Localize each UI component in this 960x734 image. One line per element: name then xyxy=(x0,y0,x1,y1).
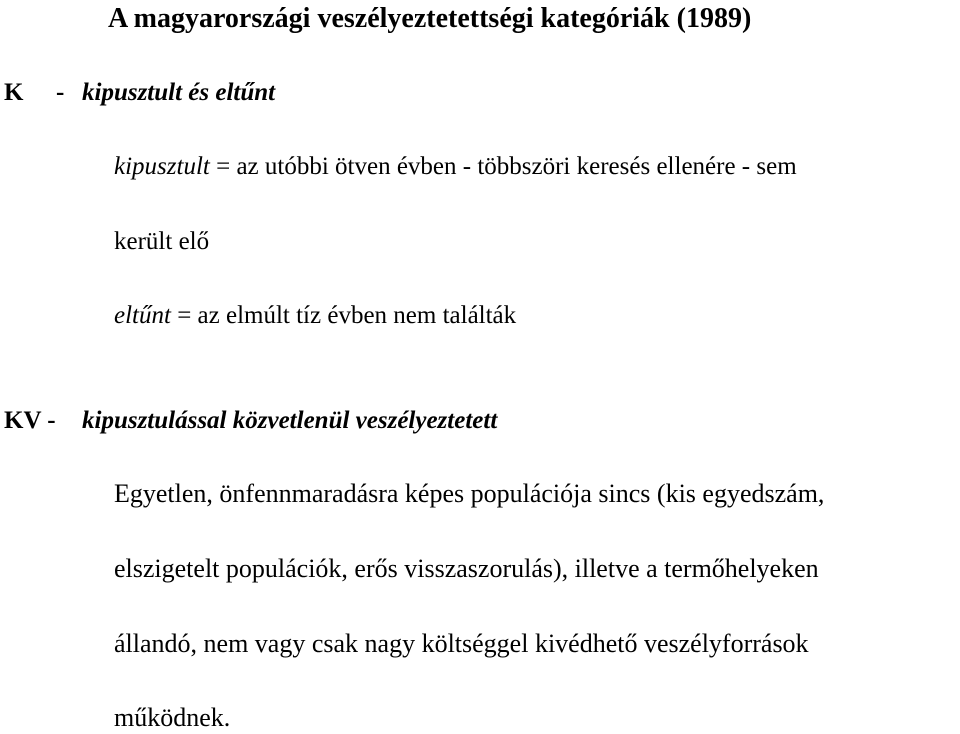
category-kv-code: KV - xyxy=(4,407,56,434)
category-kv-description-line: működnek. xyxy=(114,703,231,732)
category-k-code: K xyxy=(4,79,24,106)
page-title: A magyarországi veszélyeztetettségi kategóriák (1989) xyxy=(108,3,752,34)
definition-text: = az utóbbi ötven évben - többszöri keresés ellenére - sem xyxy=(209,153,797,180)
definition-term: eltűnt xyxy=(114,302,171,329)
category-kv-description-line: állandó, nem vagy csak nagy költséggel kivédhető veszélyforrások xyxy=(114,629,809,658)
category-kv-description-line: elszigetelt populációk, erős visszaszorulás), illetve a termőhelyeken xyxy=(114,554,819,583)
definition-kipusztult-line1 xyxy=(114,151,797,183)
category-k-dash: - xyxy=(56,79,65,106)
category-kv-description-line: Egyetlen, önfennmaradásra képes populációja sincs (kis egyedszám, xyxy=(114,479,825,508)
category-kv-name: kipusztulással közvetlenül veszélyeztetett xyxy=(82,407,498,434)
definition-term: kipusztult xyxy=(114,153,210,180)
category-k-name: kipusztult és eltűnt xyxy=(82,79,276,106)
definition-text: = az elmúlt tíz évben nem találták xyxy=(170,302,517,329)
definition-kipusztult-line2: került elő xyxy=(114,228,210,255)
definition-eltunt xyxy=(114,300,516,332)
